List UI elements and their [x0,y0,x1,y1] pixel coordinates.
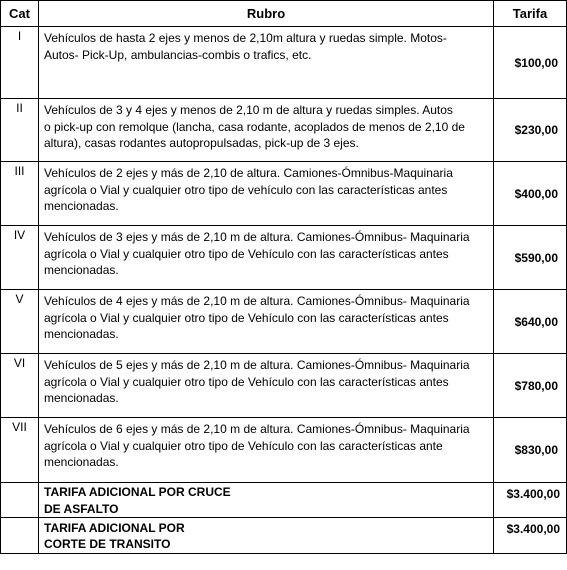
rubro-line: mencionadas. [44,455,119,469]
rubro-line: Vehículos de 2 ejes y más de 2,10 de altura. Camiones-Ómnibus-Maquinaria [44,166,453,180]
table-row [1,162,567,226]
rubro-cell [39,99,494,162]
cat-cell-empty [1,483,39,518]
rubro-line: Autos- Pick-Up, ambulancias-combis o trafics, etc. [44,47,312,62]
tarifa-cell: $780,00 [494,354,567,418]
extra-tarifa-cell: $3.400,00 [494,483,567,518]
rubro-line: Vehículos de 3 ejes y más de 2,10 m de altura. Camiones-Ómnibus- Maquinaria [44,230,470,244]
table-row [1,27,567,99]
tarifa-cell: $400,00 [494,162,567,226]
rubro-cell [39,418,494,483]
header-tarifa: Tarifa [494,1,567,27]
table-row [1,99,567,162]
header-rubro: Rubro [39,1,494,27]
rubro-line: mencionadas. [44,391,119,405]
extra-row [1,518,567,554]
rubro-cell [39,290,494,354]
cat-cell: IV [1,226,39,290]
extra-rubro-line: CORTE DE TRANSITO [44,537,171,551]
rubro-line: agrícola o Vial y cualquier otro tipo de Vehículo con las características ante [44,438,443,453]
cat-cell: III [1,162,39,226]
rubro-line: mencionadas. [44,327,119,341]
extra-tarifa-cell: $3.400,00 [494,518,567,554]
rubro-line: o pick-up con remolque (lancha, casa rodante, acoplados de menos de 2,10 de [44,119,465,134]
rubro-line: altura), casas rodantes autopropulsadas, pick-up de 3 ejes. [44,136,359,150]
table-row [1,290,567,354]
rubro-line: mencionadas. [44,263,119,277]
tarifa-cell: $590,00 [494,226,567,290]
cat-cell: II [1,99,39,162]
table-row [1,354,567,418]
rubro-line: mencionadas. [44,199,119,213]
rubro-line: agrícola o Vial y cualquier otro tipo de Vehículo con las características antes [44,246,449,261]
rubro-line: Vehículos de 6 ejes y más de 2,10 m de altura. Camiones-Ómnibus- Maquinaria [44,422,470,436]
tarifa-cell: $100,00 [494,27,567,99]
cat-cell: V [1,290,39,354]
extra-rubro-line: TARIFA ADICIONAL POR CRUCE [44,485,231,499]
rubro-line: agrícola o Vial y cualquier otro tipo de Vehículo con las características antes [44,310,449,325]
header-cat: Cat [1,1,39,27]
rubro-line: Vehículos de 5 ejes y más de 2,10 m de altura. Camiones-Ómnibus- Maquinaria [44,358,470,372]
table-row [1,418,567,483]
extra-rubro-line: TARIFA ADICIONAL POR [44,520,185,535]
table-row [1,226,567,290]
rubro-line: Vehículos de hasta 2 ejes y menos de 2,10m altura y ruedas simple. Motos- [44,31,447,45]
cat-cell: I [1,27,39,99]
rubro-cell [39,27,494,99]
extra-rubro-cell [39,518,494,554]
extra-row [1,483,567,518]
rubro-line: agrícola o Vial y cualquier otro tipo de vehículo con las características antes [44,182,448,197]
tarifa-cell: $640,00 [494,290,567,354]
rubro-line: Vehículos de 3 y 4 ejes y menos de 2,10 m de altura y ruedas simples. Autos [44,103,453,117]
rubro-cell [39,162,494,226]
rubro-cell [39,226,494,290]
tarifa-cell: $830,00 [494,418,567,483]
header-row [1,1,567,27]
rubro-line: Vehículos de 4 ejes y más de 2,10 m de altura. Camiones-Ómnibus- Maquinaria [44,294,470,308]
cat-cell: VI [1,354,39,418]
rubro-line: agrícola o Vial y cualquier otro tipo de Vehículo con las características antes [44,374,449,389]
cat-cell: VII [1,418,39,483]
cat-cell-empty [1,518,39,554]
extra-rubro-cell [39,483,494,518]
extra-rubro-line: DE ASFALTO [44,501,119,516]
tarifa-cell: $230,00 [494,99,567,162]
rubro-cell [39,354,494,418]
